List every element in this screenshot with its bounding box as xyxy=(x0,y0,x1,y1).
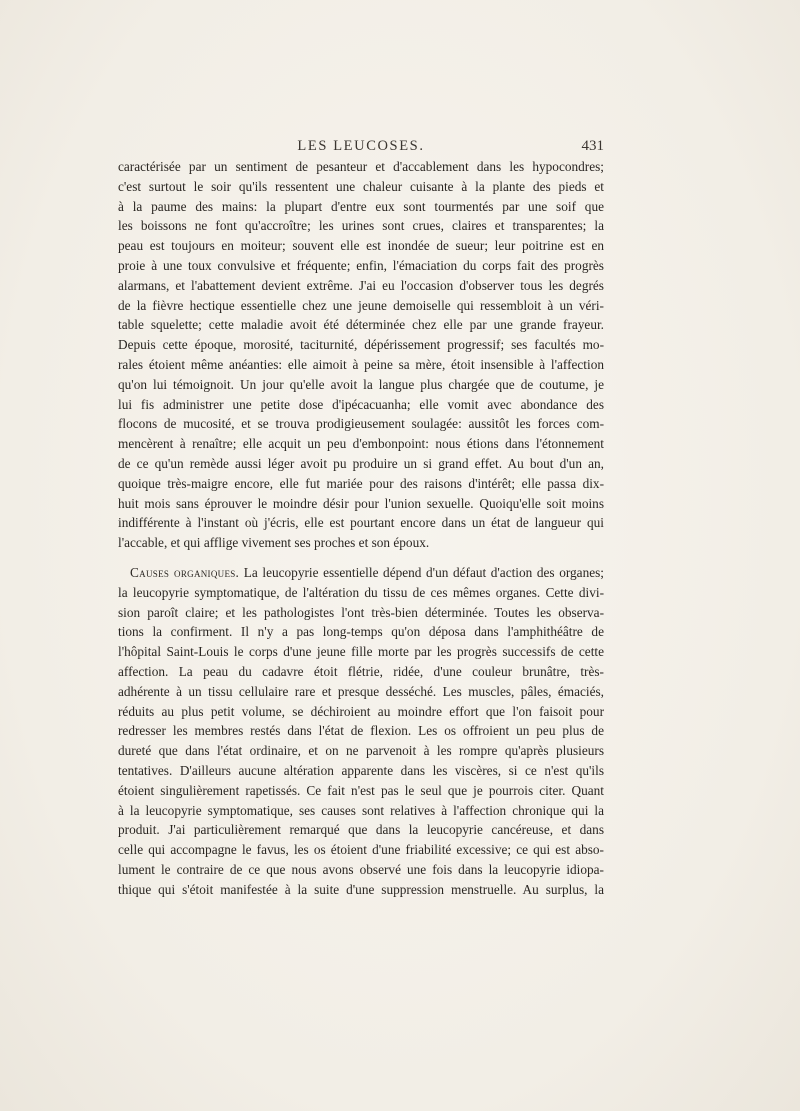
text-line: table squelette; cette maladie avoit été déterminée chez elle par une grande frayeur. xyxy=(118,317,604,333)
text-line: redresser les membres restés dans l'état de flexion. Les os offroient un peu plus de xyxy=(118,723,604,739)
text-line: proie à une toux convulsive et fréquente; enfin, l'émaciation du corps fait des progrès xyxy=(118,257,604,273)
text-line: adhérente à un tissu cellulaire rare et presque desséché. Les muscles, pâles, émaciés, xyxy=(118,683,604,699)
text-line: dureté que dans l'état ordinaire, et on ne parvenoit à les rompre qu'après plusieurs xyxy=(118,743,604,759)
text-line: flocons de mucosité, et se trouva prodigieusement soulagée: aussitôt les forces com- xyxy=(118,416,604,432)
text-line: sion paroît claire; et les pathologistes l'ont très-bien déterminée. Toutes les observa- xyxy=(118,604,604,620)
text-line: indifférente à l'instant où j'écris, elle est pourtant encore dans un état de langueur qui xyxy=(118,515,604,531)
text-line: mencèrent à renaître; elle acquit un peu d'embonpoint: nous étions dans l'étonnement xyxy=(118,436,604,452)
text-line: c'est surtout le soir qu'ils ressentent une chaleur cuisante à la plante des pieds et xyxy=(118,178,604,194)
running-title: LES LEUCOSES. xyxy=(297,138,425,154)
section-heading: Causes organiques. xyxy=(130,564,240,580)
text-line: huit mois sans éprouver le moindre désir pour l'union sexuelle. Quoiqu'elle soit moins xyxy=(118,495,604,511)
text-line: qu'on lui témoignoit. Un jour qu'elle avoit la langue plus chargée que de coutume, je xyxy=(118,376,604,392)
text-line-content: La leucopyrie essentielle dépend d'un défaut d'action des organes; xyxy=(243,564,604,580)
text-line: affection. La peau du cadavre étoit flétrie, ridée, d'une couleur brunâtre, très- xyxy=(118,663,604,679)
text-line: de la fièvre hectique essentielle chez une jeune demoiselle qui ressembloit à un véri- xyxy=(118,297,604,313)
text-line: peau est toujours en moiteur; souvent elle est inondée de sueur; leur poitrine est en xyxy=(118,238,604,254)
text-line: l'hôpital Saint-Louis le corps d'une jeune fille morte par les progrès successifs de cette xyxy=(118,644,604,660)
text-line: les boissons ne font qu'accroître; les urines sont crues, claires et transparentes; la xyxy=(118,218,604,234)
text-line: réduits au plus petit volume, se déchiroient au moindre effort que l'on faisoit pour xyxy=(118,703,604,719)
text-line: thique qui s'étoit manifestée à la suite d'une suppression menstruelle. Au surplus, la xyxy=(118,881,604,897)
text-line: quoique très-maigre encore, elle fut mariée pour des raisons d'intérêt; elle passa dix- xyxy=(118,475,604,491)
page-number: 431 xyxy=(581,138,604,154)
text-line: la leucopyrie symptomatique, de l'altération du tissu de ces mêmes organes. Cette divi- xyxy=(118,584,604,600)
text-line: rales étoient même anéanties: elle aimoit à peine sa mère, étoit insensible à l'affection xyxy=(118,356,604,372)
text-line: étoient singulièrement rapetissés. Ce fait n'est pas le seul que je pourrois citer. Quant xyxy=(118,782,604,798)
text-line: à la leucopyrie symptomatique, ses causes sont relatives à l'affection chronique qui la xyxy=(118,802,604,818)
text-line: tions la confirment. Il n'y a pas long-temps qu'on déposa dans l'amphithéâtre de xyxy=(118,624,604,640)
text-line: alarmans, et l'abattement devient extrême. J'ai eu l'occasion d'observer tous les degrés xyxy=(118,277,604,293)
text-line: produit. J'ai particulièrement remarqué que dans la leucopyrie cancéreuse, et dans xyxy=(118,822,604,838)
text-line: lui fis administrer une petite dose d'ipécacuanha; elle vomit avec abondance des xyxy=(118,396,604,412)
running-head xyxy=(118,138,604,158)
text-line: tentatives. D'ailleurs aucune altération apparente dans les viscères, si ce n'est qu'ils xyxy=(118,762,604,778)
text-line: Depuis cette époque, morosité, taciturnité, dépérissement progressif; ses facultés mo- xyxy=(118,337,604,353)
paragraph-2 xyxy=(118,563,604,900)
text-line: lument le contraire de ce que nous avons observé une fois dans la leucopyrie idiopa- xyxy=(118,861,604,877)
text-line: l'accable, et qui afflige vivement ses proches et son époux. xyxy=(118,535,430,551)
text-line: de ce qu'un remède aussi léger avoit pu produire un si grand effet. Au bout d'un an, xyxy=(118,455,604,471)
text-line: caractérisée par un sentiment de pesanteur et d'accablement dans les hypocondres; xyxy=(118,159,604,174)
paragraph-1 xyxy=(118,157,604,553)
text-line: à la paume des mains: la plupart d'entre eux sont tourmentés par une soif que xyxy=(118,198,604,214)
text-line xyxy=(118,563,604,583)
text-line: celle qui accompagne le favus, les os étoient d'une friabilité excessive; ce qui est abso- xyxy=(118,842,604,858)
body-text xyxy=(118,157,604,899)
